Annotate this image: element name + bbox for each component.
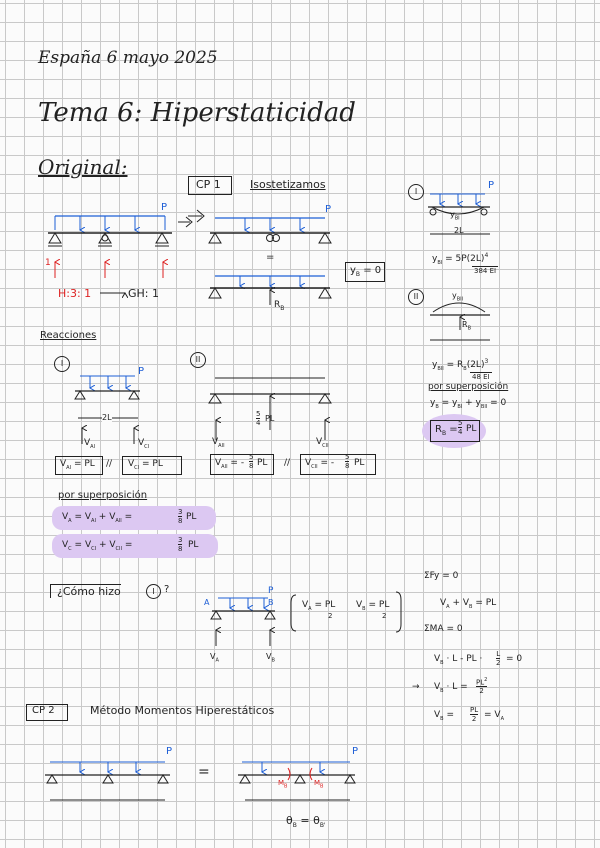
como-hizo-label: ¿Cómo hizo bbox=[50, 584, 121, 598]
cp1-yb: $y_B = 0$ bbox=[350, 265, 382, 278]
eq-line-3-fraction: PL 2 bbox=[470, 706, 479, 723]
cp2-mb-left: $M_B$ bbox=[278, 779, 288, 790]
eq-line-1: $V_B \cdot L$ - PL · bbox=[434, 654, 483, 666]
superposition-c-pl: PL bbox=[188, 540, 199, 550]
como-hizo-marker: I bbox=[146, 584, 161, 599]
reaction-one-load: P bbox=[138, 366, 145, 377]
cp1-load-label: P bbox=[325, 204, 332, 215]
original-reaction-marker: 1 bbox=[45, 258, 51, 268]
superposition-a-fraction: 3 8 bbox=[178, 508, 183, 525]
eq-line-1-end: = 0 bbox=[506, 654, 523, 664]
eq-line-1-fraction: L 2 bbox=[496, 650, 501, 667]
bracket-va-den: 2 bbox=[328, 612, 333, 620]
eq-line-2-fraction: $PL^2$ 2 bbox=[476, 677, 488, 696]
reaction-two-separator: // bbox=[284, 458, 291, 468]
reaction-two-load-fraction: 5 4 bbox=[256, 410, 261, 427]
reaction-one-span: 2L bbox=[102, 413, 112, 422]
cp1-beam-diagrams bbox=[178, 210, 331, 305]
cp1-title: Isostetizamos bbox=[250, 178, 326, 191]
result-fraction: 5 4 bbox=[458, 419, 463, 436]
reaction-two-vc: $V_{CII}$ bbox=[316, 437, 329, 449]
result-pl: PL bbox=[466, 424, 477, 434]
case-two-diagram bbox=[430, 303, 490, 340]
case-one-span: 2L bbox=[454, 226, 464, 235]
como-hizo-question: ? bbox=[164, 584, 170, 595]
superposition-line-a: $V_A = V_{AI} + V_{AII}$ = bbox=[62, 512, 133, 524]
case-two-rb: $R_B$ bbox=[462, 320, 471, 332]
cp2-box-label: CP 2 bbox=[32, 705, 55, 716]
reaction-two-box-a-pl: PL bbox=[257, 458, 268, 468]
cp2-theta-eq: $\theta_B = \theta_{B'}$ bbox=[286, 814, 326, 830]
cp2-equals: = bbox=[198, 764, 210, 780]
reacciones-label: Reacciones bbox=[40, 330, 97, 341]
eq-line-3: $V_B$ = bbox=[434, 710, 455, 722]
reaction-one-marker: I bbox=[54, 356, 70, 372]
cp1-box-label: CP 1 bbox=[196, 178, 221, 191]
reaction-two-box-a-text: $V_{AII}$ = - bbox=[215, 458, 245, 470]
eq-line-3-end: = $V_A$ bbox=[484, 710, 504, 722]
superposition-line-c: $V_C = V_{CI} + V_{CII}$ = bbox=[62, 540, 133, 552]
case-one-marker: I bbox=[408, 184, 424, 200]
page-date: España 6 mayo 2025 bbox=[38, 48, 218, 68]
original-grado: H:3: 1 bbox=[58, 287, 92, 300]
eq-sum-fy: ΣFy = 0 bbox=[424, 571, 459, 581]
cp2-mb-right: $M_B$ bbox=[314, 779, 324, 790]
reaction-one-box-a-text: $V_{AI}$ = PL bbox=[60, 459, 95, 471]
como-hizo-a: A bbox=[204, 598, 210, 607]
original-load-label: P bbox=[161, 202, 168, 213]
como-hizo-b: B bbox=[268, 598, 274, 607]
reaction-one-va: $V_{AI}$ bbox=[84, 438, 96, 450]
bracket-va: $V_A$ = PL bbox=[302, 600, 336, 612]
reaction-two-box-a-fraction: 5 8 bbox=[249, 453, 254, 470]
original-beam-diagram bbox=[48, 216, 172, 293]
case-one-load: P bbox=[488, 180, 495, 191]
original-label: Original: bbox=[38, 155, 128, 179]
page-title: Tema 6: Hiperstaticidad bbox=[38, 98, 356, 128]
eq-line-2: $V_B \cdot L$ = bbox=[434, 682, 468, 694]
reaction-two-box-c-fraction: 5 8 bbox=[345, 453, 350, 470]
case-two-formula-den: 48 EI bbox=[472, 373, 490, 381]
reaction-two-va: $V_{AII}$ bbox=[212, 437, 225, 449]
case-one-formula: $y_{BI} = 5P(2L)^4$ bbox=[432, 252, 489, 266]
superposition-left-label: por superposición bbox=[58, 490, 148, 501]
reaction-two-diagram bbox=[209, 378, 331, 440]
superposition-right-eq: $y_B = y_{BI} + y_{BII} = 0$ bbox=[430, 398, 507, 410]
cp2-load-right: P bbox=[352, 746, 359, 757]
reaction-one-vc: $V_{CI}$ bbox=[138, 438, 150, 450]
result-rb: $R_B$ = bbox=[435, 424, 458, 437]
reaction-two-load-pl: PL bbox=[265, 414, 275, 423]
reaction-one-separator: // bbox=[106, 459, 113, 469]
case-two-formula: $y_{BII} = R_B(2L)^3$ bbox=[432, 358, 489, 372]
case-two-marker: II bbox=[408, 289, 424, 305]
cp1-rb: $R_B$ bbox=[274, 300, 285, 312]
eq-line-2-arrow: → bbox=[412, 682, 420, 692]
cp2-title: Método Momentos Hiperestáticos bbox=[90, 704, 275, 717]
cp1-equals: = bbox=[266, 252, 275, 263]
como-hizo-va: $V_A$ bbox=[210, 652, 219, 664]
reaction-one-diagram bbox=[75, 376, 140, 444]
case-two-label: $y_{BII}$ bbox=[452, 291, 464, 303]
reaction-two-marker: II bbox=[190, 352, 206, 368]
case-one-label: $y_{BI}$ bbox=[450, 210, 460, 222]
reaction-two-box-c-pl: PL bbox=[354, 458, 365, 468]
eq-sum-fy-line: $V_A + V_B$ = PL bbox=[440, 598, 497, 610]
bracket-vb: $V_B$ = PL bbox=[356, 600, 390, 612]
bracket-vb-den: 2 bbox=[382, 612, 387, 620]
eq-sum-ma: ΣMA = 0 bbox=[424, 624, 463, 634]
superposition-right-label: por superposición bbox=[428, 382, 509, 392]
reaction-two-box-c-text: $V_{CII}$ = - bbox=[305, 458, 335, 470]
reaction-one-box-c-text: $V_{CI}$ = PL bbox=[128, 459, 163, 471]
original-gh: GH: 1 bbox=[128, 287, 159, 300]
superposition-a-pl: PL bbox=[186, 512, 197, 522]
case-one-formula-den: 384 EI bbox=[474, 267, 497, 275]
como-hizo-load: P bbox=[268, 586, 274, 596]
cp2-load-left: P bbox=[166, 746, 173, 757]
superposition-c-fraction: 3 8 bbox=[178, 536, 183, 553]
como-hizo-vb: $V_B$ bbox=[266, 652, 275, 664]
